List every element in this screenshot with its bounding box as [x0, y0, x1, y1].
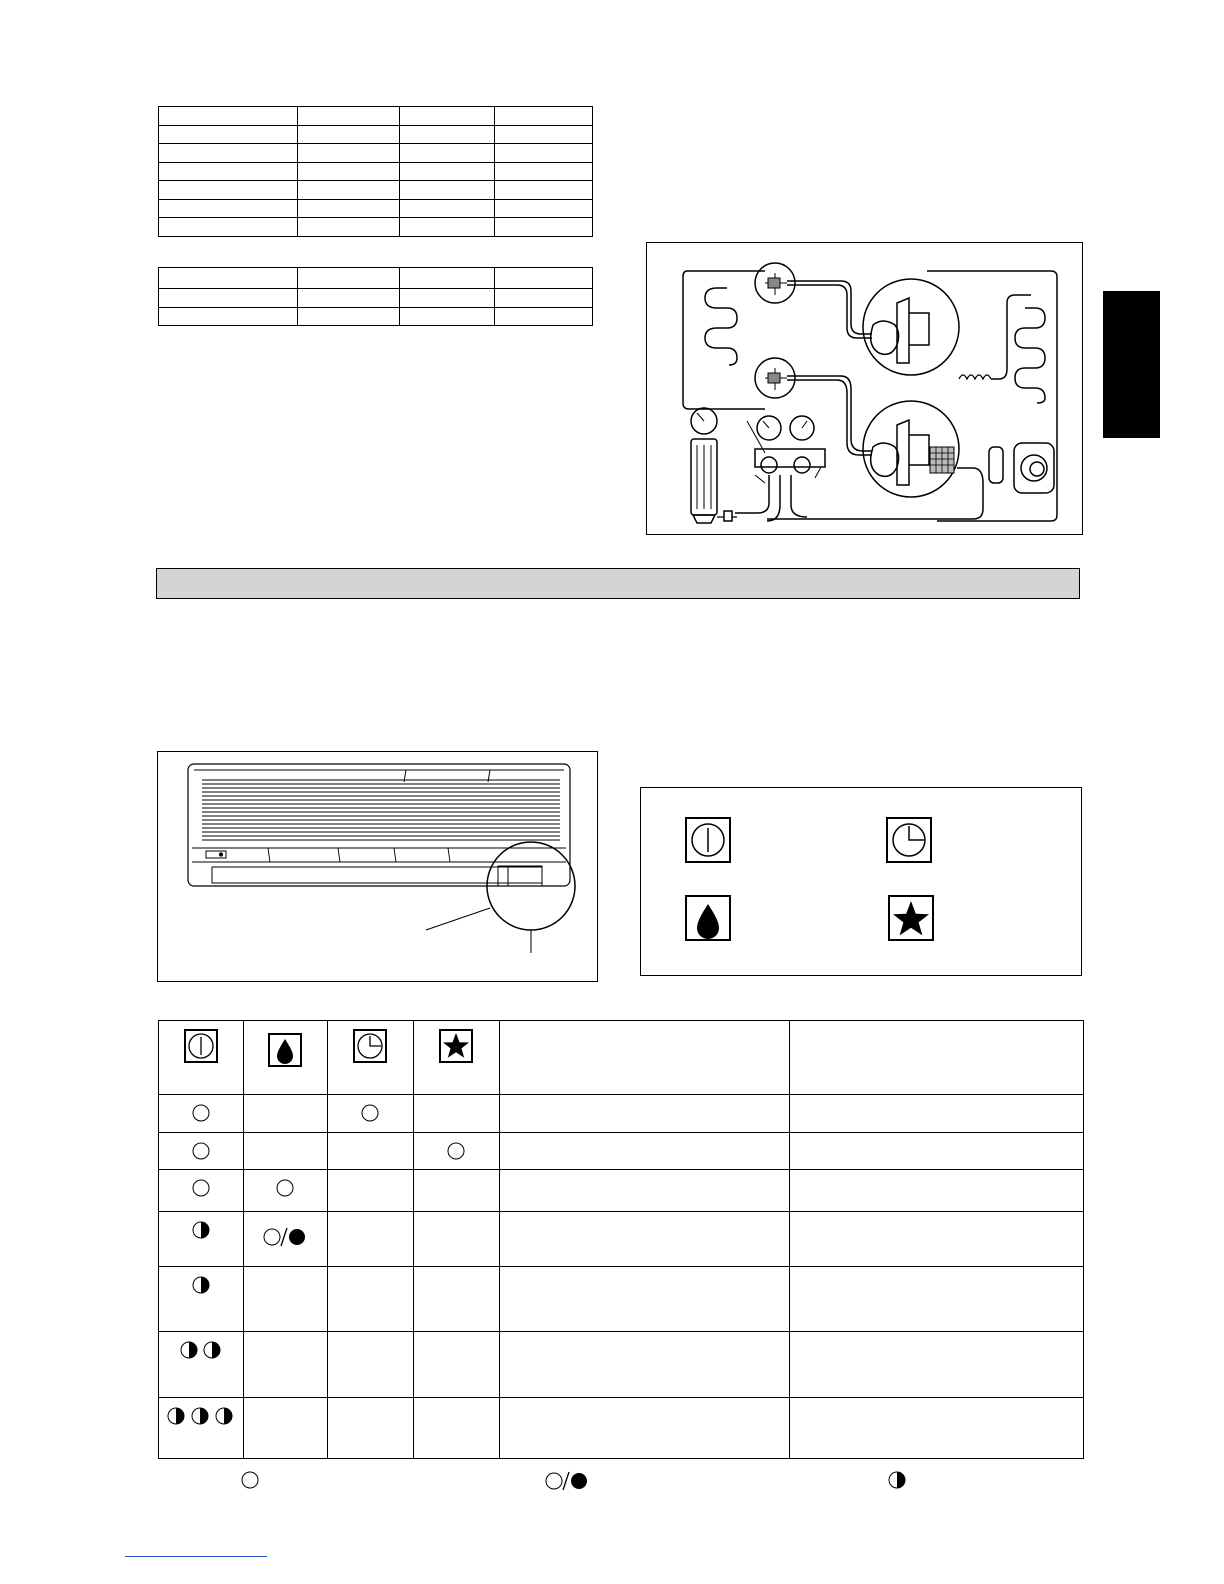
lamp-on-off-symbol — [544, 1468, 590, 1492]
timer-icon — [353, 1029, 387, 1063]
indoor-unit-illustration — [157, 751, 598, 982]
header-description — [499, 1021, 790, 1095]
section-header-bar — [156, 568, 1080, 599]
lamp-on-off-symbol — [262, 1224, 308, 1248]
lamp-on-symbol — [275, 1178, 295, 1198]
header-timer — [327, 1021, 413, 1095]
lamp-on-symbol — [191, 1178, 211, 1198]
chapter-tab — [1103, 291, 1160, 438]
lamp-on-symbol — [360, 1103, 380, 1123]
table-row — [159, 1397, 1084, 1458]
indicator-status-table — [158, 1020, 1084, 1459]
drop-icon — [686, 896, 730, 940]
lamp-on-symbol — [240, 1470, 260, 1490]
lamp-blink-symbol — [887, 1470, 907, 1490]
table-row — [159, 1133, 1084, 1170]
lamp-blink-symbol — [191, 1275, 211, 1295]
table-row — [159, 1266, 1084, 1331]
power-icon — [686, 818, 730, 862]
lamp-blink-x3-symbol — [166, 1406, 236, 1426]
header-remedy — [790, 1021, 1084, 1095]
indicator-lamp-panel — [640, 787, 1082, 976]
indicator-lamp-icons — [641, 788, 1083, 977]
header-drop — [243, 1021, 327, 1095]
timer-icon — [887, 818, 931, 862]
lamp-on-symbol — [191, 1141, 211, 1161]
lamp-blink-x2-symbol — [179, 1340, 223, 1360]
header-star — [413, 1021, 499, 1095]
star-icon — [439, 1029, 473, 1063]
drop-icon — [268, 1033, 302, 1067]
lamp-on-symbol — [446, 1141, 466, 1161]
lamp-blink-symbol — [191, 1220, 211, 1240]
star-icon — [889, 896, 933, 940]
lamp-on-symbol — [191, 1103, 211, 1123]
circuit-drawing — [647, 243, 1084, 536]
table-row — [159, 1170, 1084, 1212]
table-header-row — [159, 1021, 1084, 1095]
spec-table-lower — [158, 267, 593, 326]
table-row — [159, 1212, 1084, 1266]
table-row — [159, 1331, 1084, 1397]
power-icon — [184, 1029, 218, 1063]
refrigerant-circuit-diagram — [646, 242, 1083, 535]
footer-link-underline[interactable] — [125, 1556, 267, 1557]
spec-table-upper — [158, 106, 593, 237]
header-power — [159, 1021, 244, 1095]
table-row — [159, 1095, 1084, 1133]
indoor-unit-drawing — [158, 752, 599, 983]
